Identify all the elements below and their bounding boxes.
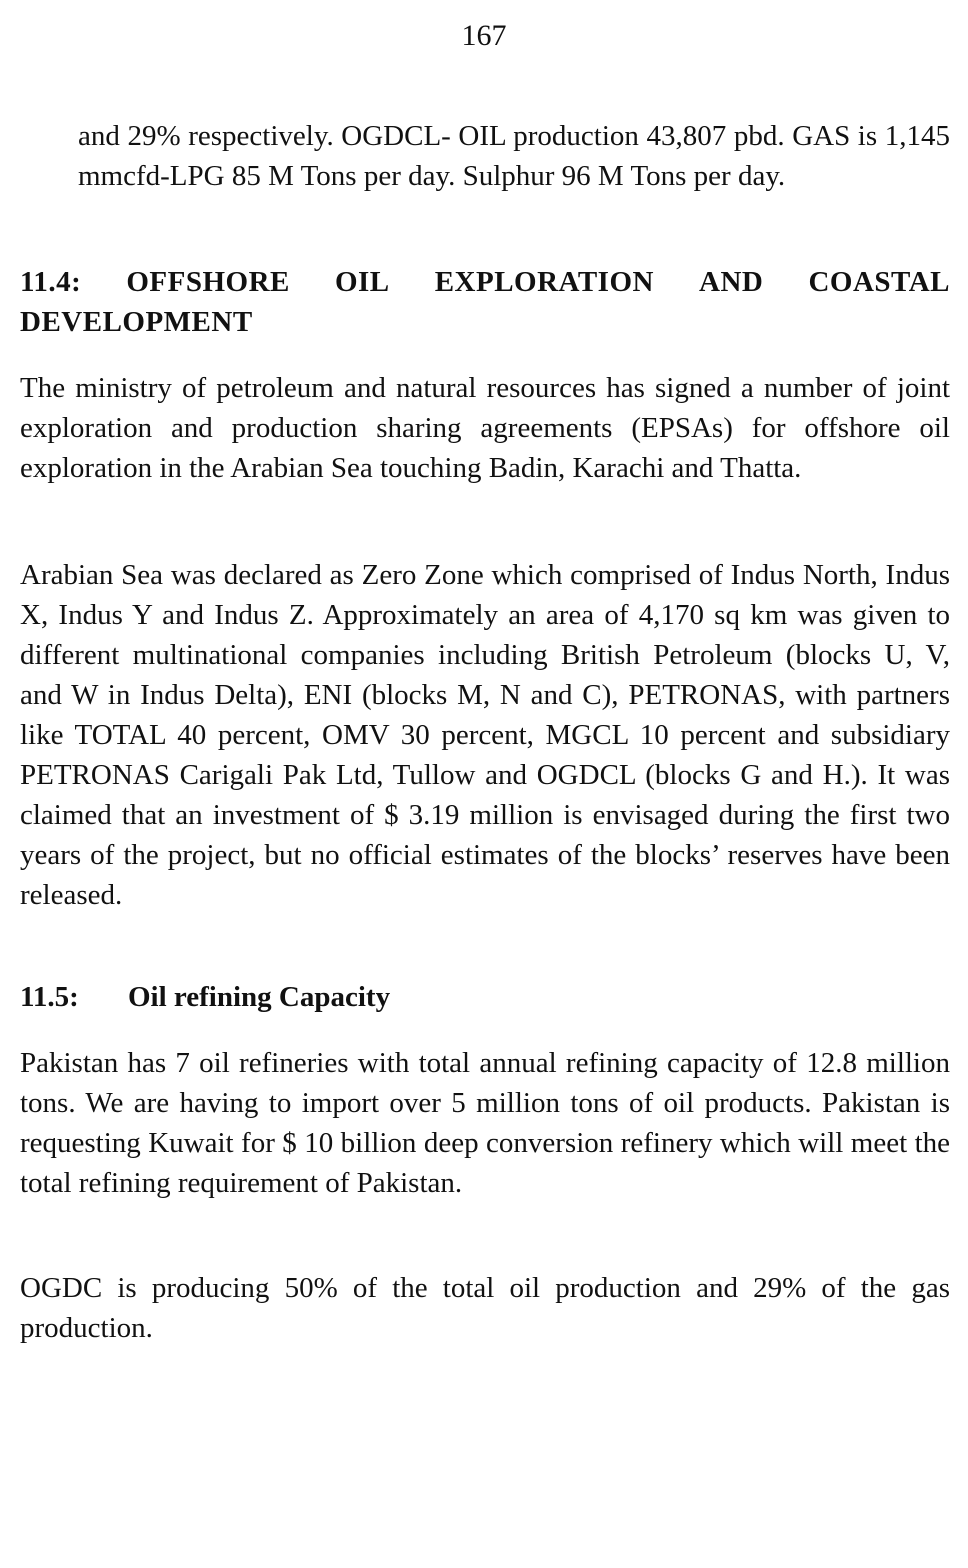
section-11-5-number: 11.5: <box>20 981 79 1013</box>
section-11-5-heading <box>20 977 950 1017</box>
section-11-4-title-word: EXPLORATION <box>434 266 654 298</box>
section-11-5-paragraph: Pakistan has 7 oil refineries with total annual refining capacity of 12.8 million tons. We are having to import over 5 million tons of oil products. Pakistan is requesting Kuwait for $ 10 billion deep conversion refinery which will meet the total refining requirement of Pakistan. <box>20 1047 950 1199</box>
section-11-4-paragraph: Arabian Sea was declared as Zero Zone which comprised of Indus North, Indus X, Indus Y and Indus Z. Approximately an area of 4,170 sq km was given to different multinational companies including British Petroleum (blocks U, V, and W in Indus Delta), ENI (blocks M, N and C), PETRONAS, with partners like TOTAL 40 percent, OMV 30 percent, MGCL 10 percent and subsidiary PETRONAS Carigali Pak Ltd, Tullow and OGDCL (blocks G and H.). It was claimed that an investment of $ 3.19 million is envisaged during the first two years of the project, but no official estimates of the blocks’ reserves have been released. <box>20 559 950 911</box>
section-11-4-number: 11.4: <box>20 266 82 298</box>
section-11-4-heading-line1 <box>20 262 950 302</box>
section-11-4-title-word: AND <box>699 266 764 298</box>
intro-paragraph: and 29% respectively. OGDCL- OIL production 43,807 pbd. GAS is 1,145 mmcfd-LPG 85 M Tons per day. Sulphur 96 M Tons per day. <box>78 120 950 192</box>
section-11-4-title-word: COASTAL <box>808 266 950 298</box>
section-11-4-paragraph: The ministry of petroleum and natural resources has signed a number of joint exploration and production sharing agreements (EPSAs) for offshore oil exploration in the Arabian Sea touching Badin, Karachi and Thatta. <box>20 372 950 484</box>
section-11-4-heading <box>20 262 950 342</box>
section-11-5-title: Oil refining Capacity <box>128 981 391 1013</box>
section-11-4-title-word: OIL <box>334 266 390 298</box>
page-number: 167 <box>461 19 507 52</box>
section-11-4-heading-line2: DEVELOPMENT <box>20 306 253 338</box>
section-11-4-title-word: OFFSHORE <box>126 266 290 298</box>
section-11-5-paragraph: OGDC is producing 50% of the total oil production and 29% of the gas production. <box>20 1272 950 1344</box>
